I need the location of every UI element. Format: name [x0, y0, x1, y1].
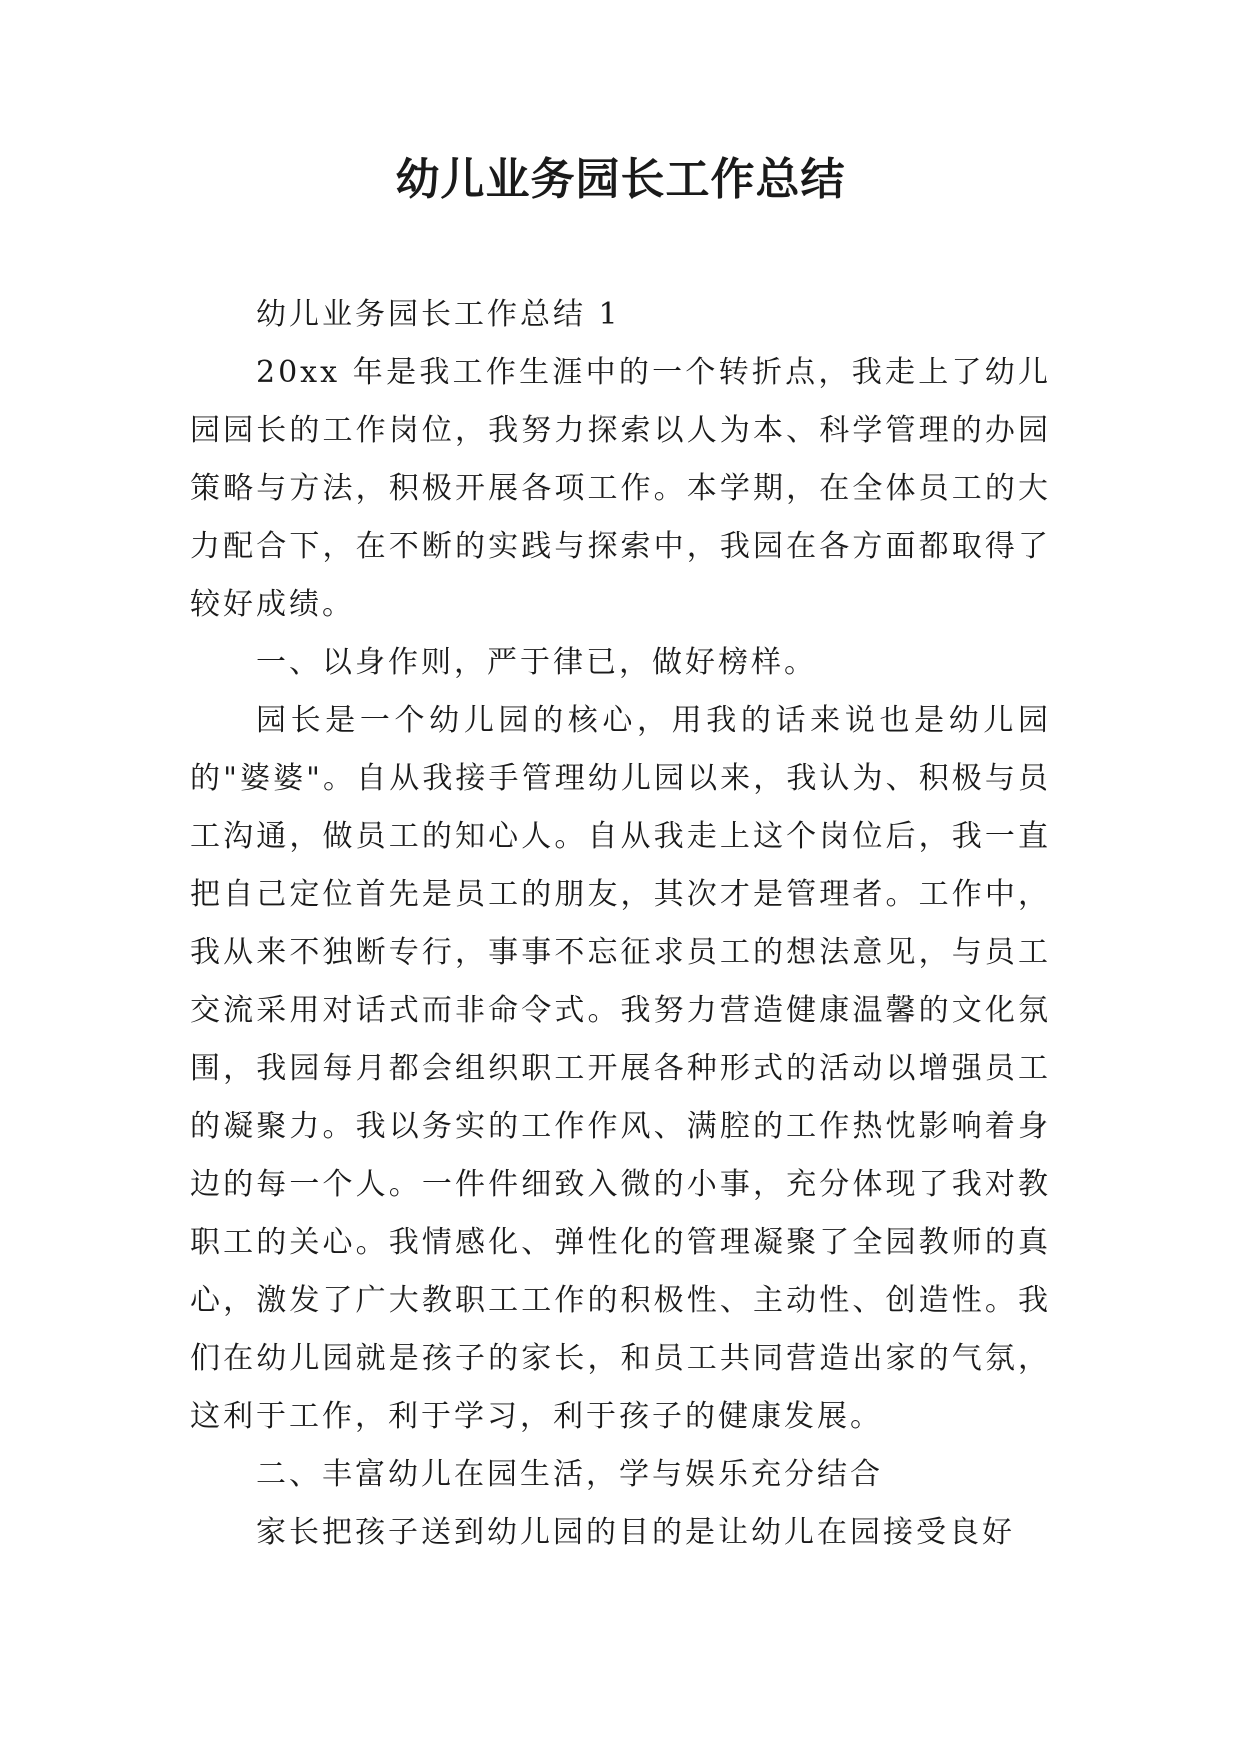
- document-title: 幼儿业务园长工作总结: [395, 154, 846, 205]
- subsection-heading: 二、丰富幼儿在园生活，学与娱乐充分结合: [256, 1457, 883, 1492]
- body-paragraph: 园长是一个幼儿园的核心，用我的话来说也是幼儿园的"婆婆"。自从我接手管理幼儿园以来，我认为、积极与员工沟通，做员工的知心人。自从我走上这个岗位后，我一直把自己定位首先是员工的朋友，其次才是管理者。工作中，我从来不独断专行，事事不忘征求员工的想法意见，与员工交流采用对话式而非命令式。我努力营造健康温馨的文化氛围，我园每月都会组织职工开展各种形式的活动以增强员工的凝聚力。我以务实的工作作风、满腔的工作热忱影响着身边的每一个人。一件件细致入微的小事，充分体现了我对教职工的关心。我情感化、弹性化的管理凝聚了全园教师的真心，激发了广大教职工工作的积极性、主动性、创造性。我们在幼儿园就是孩子的家长，和员工共同营造出家的气氛，这利于工作，利于学习，利于孩子的健康发展。: [190, 703, 1051, 1434]
- document-body: [190, 286, 1051, 1562]
- body-paragraph: 家长把孩子送到幼儿园的目的是让幼儿在园接受良好: [256, 1515, 1015, 1550]
- section-heading: 幼儿业务园长工作总结 1: [256, 297, 621, 332]
- body-paragraph: 20xx 年是我工作生涯中的一个转折点，我走上了幼儿园园长的工作岗位，我努力探索以人为本、科学管理的办园策略与方法，积极开展各项工作。本学期，在全体员工的大力配合下，在不断的实践与探索中，我园在各方面都取得了较好成绩。: [190, 355, 1051, 622]
- subsection-heading: 一、以身作则，严于律已，做好榜样。: [256, 645, 817, 680]
